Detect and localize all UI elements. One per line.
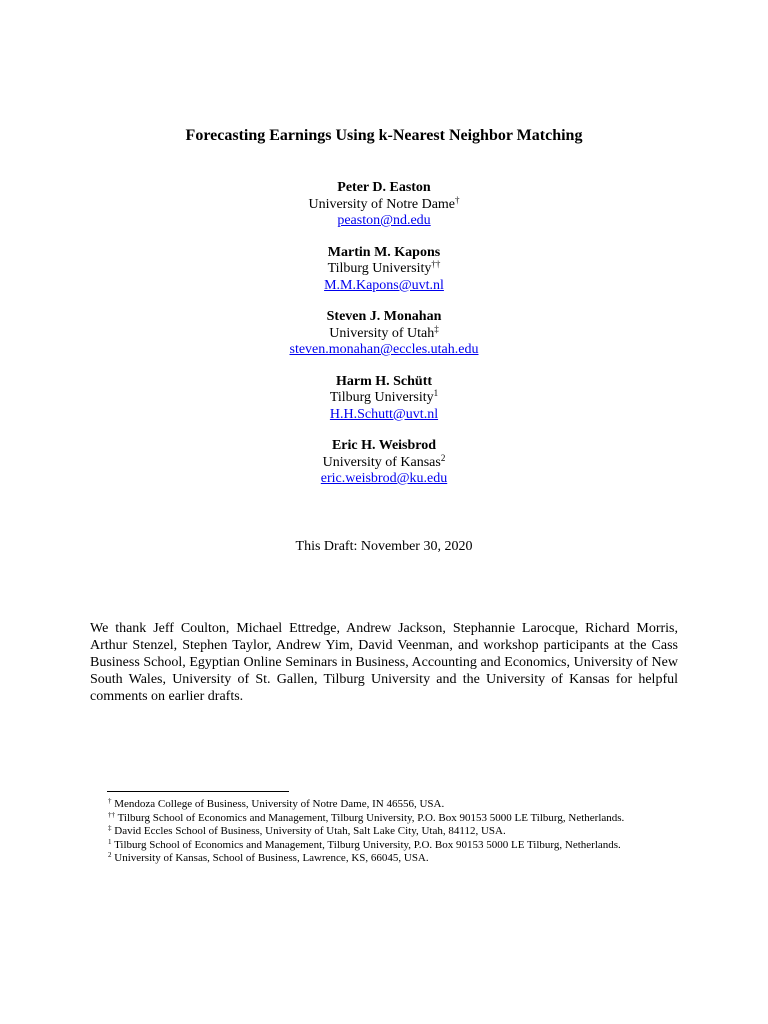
author-list: [0, 180, 768, 503]
author-email-link[interactable]: eric.weisbrod@ku.edu: [320, 471, 448, 486]
draft-date: This Draft: November 30, 2020: [295, 539, 473, 554]
affiliation-footnote-mark: ††: [431, 259, 441, 269]
footnote-mark: ††: [108, 810, 115, 819]
author-block: [0, 309, 768, 359]
footnote: †† Tilburg School of Economics and Management, Tilburg University, P.O. Box 90153 5000 LE Tilburg, Netherlands.: [108, 810, 625, 824]
author-name: Harm H. Schütt: [335, 373, 433, 389]
footnote-mark: †: [108, 797, 112, 805]
author-block: [0, 438, 768, 488]
author-name: Peter D. Easton: [337, 180, 431, 195]
acknowledgment-paragraph: We thank Jeff Coulton, Michael Ettredge, Andrew Jackson, Stephannie Larocque, Richard Morris, Arthur Stenzel, Stephen Taylor, Andrew Yim, David Veenman, and workshop participants at the Cass Business School, Egyptian Online Seminars in Business, Accounting and Economics, University of New South Wales, University of St. Gallen, Tilburg University and the University of Kansas for helpful comments on earlier drafts.: [90, 621, 678, 704]
author-affiliation: University of Notre Dame†: [308, 194, 460, 212]
footnote-divider: [107, 791, 289, 792]
author-name: Steven J. Monahan: [326, 309, 442, 324]
author-block: [0, 245, 768, 295]
author-email-link[interactable]: peaston@nd.edu: [337, 213, 431, 228]
author-affiliation: University of Utah‡: [329, 323, 439, 341]
author-block: [0, 374, 768, 424]
footnote-mark: 2: [108, 851, 112, 859]
author-name: Martin M. Kapons: [327, 244, 441, 260]
author-block: [0, 180, 768, 230]
author-email-link[interactable]: H.H.Schutt@uvt.nl: [329, 406, 439, 422]
footnote-mark: 1: [108, 837, 112, 846]
affiliation-footnote-mark: 2: [440, 452, 446, 463]
affiliation-footnote-mark: 1: [433, 388, 439, 398]
author-name: Eric H. Weisbrod: [331, 438, 437, 453]
author-affiliation: Tilburg University††: [327, 259, 441, 276]
author-email-link[interactable]: M.M.Kapons@uvt.nl: [324, 277, 444, 293]
footnote: † Mendoza College of Business, University of Notre Dame, IN 46556, USA.: [108, 797, 445, 810]
footnote: $^1$ Tilburg School of Economics and Management, Tilburg University, P.O. Box 90153 5000 LE Tilburg, Netherlands.: [108, 837, 621, 851]
footnote: $^2$ University of Kansas, School of Business, Lawrence, KS, 66045, USA.: [108, 851, 429, 864]
paper-title: Forecasting Earnings Using k-Nearest Neighbor Matching: [185, 127, 583, 144]
footnote-mark: ‡: [108, 824, 112, 832]
author-affiliation: University of Kansas$^2$: [322, 452, 446, 470]
author-affiliation: Tilburg University$^1$: [329, 388, 439, 405]
affiliation-footnote-mark: †: [455, 194, 460, 205]
author-email-link[interactable]: steven.monahan@eccles.utah.edu: [289, 342, 479, 357]
footnote: ‡ David Eccles School of Business, University of Utah, Salt Lake City, Utah, 84112, USA.: [108, 824, 506, 837]
affiliation-footnote-mark: ‡: [434, 323, 439, 334]
footnotes: [90, 798, 678, 866]
